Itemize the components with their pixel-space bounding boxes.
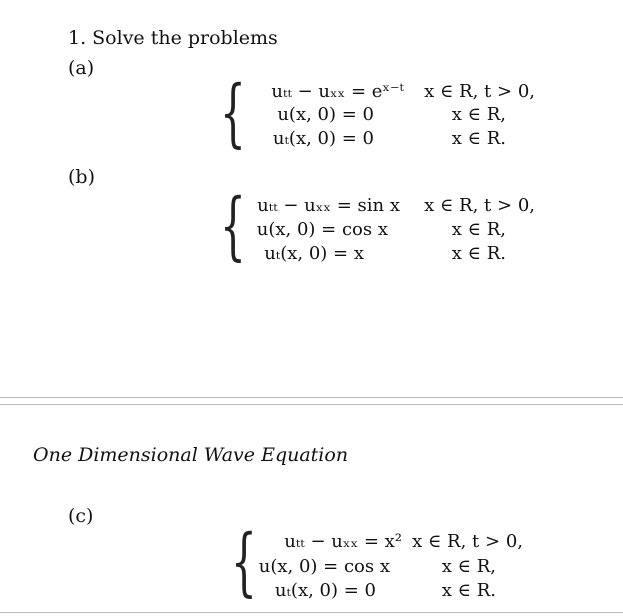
part-c-label: (c) [68,505,94,527]
cond-b-line-1: x ∈ R, t > 0, [424,195,535,216]
page-divider-top [0,397,623,398]
cond-c-line-3: x ∈ R. [441,580,496,601]
eq-b-line-2: u(x, 0) = cos x [256,219,388,240]
cond-c-line-2: x ∈ R, [441,556,496,577]
eq-a-line-1: uₜₜ − uₓₓ = eˣ⁻ᵗ [271,81,404,102]
part-b-label: (b) [68,166,95,188]
cond-a-line-3: x ∈ R. [451,128,506,149]
cond-b-line-2: x ∈ R, [451,219,506,240]
section-title: One Dimensional Wave Equation [33,444,349,466]
page-divider-footer [0,612,623,613]
eq-b-line-1: uₜₜ − uₓₓ = sin x [257,195,400,216]
brace-a-icon: { [220,70,246,156]
brace-c-icon: { [231,519,257,605]
cond-c-line-1: x ∈ R, t > 0, [412,531,523,552]
eq-a-line-3: uₜ(x, 0) = 0 [272,128,374,149]
eq-c-line-3: uₜ(x, 0) = 0 [274,580,376,601]
problem-heading: 1. Solve the problems [68,27,278,49]
part-a-label: (a) [68,57,95,79]
cond-a-line-2: x ∈ R, [451,104,506,125]
eq-a-line-2: u(x, 0) = 0 [277,104,374,125]
page-divider-bottom [0,404,623,405]
brace-b-icon: { [220,183,246,269]
cond-b-line-3: x ∈ R. [451,243,506,264]
eq-b-line-3: uₜ(x, 0) = x [264,243,364,264]
cond-a-line-1: x ∈ R, t > 0, [424,81,535,102]
eq-c-line-1: uₜₜ − uₓₓ = x² [284,531,402,552]
eq-c-line-2: u(x, 0) = cos x [258,556,390,577]
